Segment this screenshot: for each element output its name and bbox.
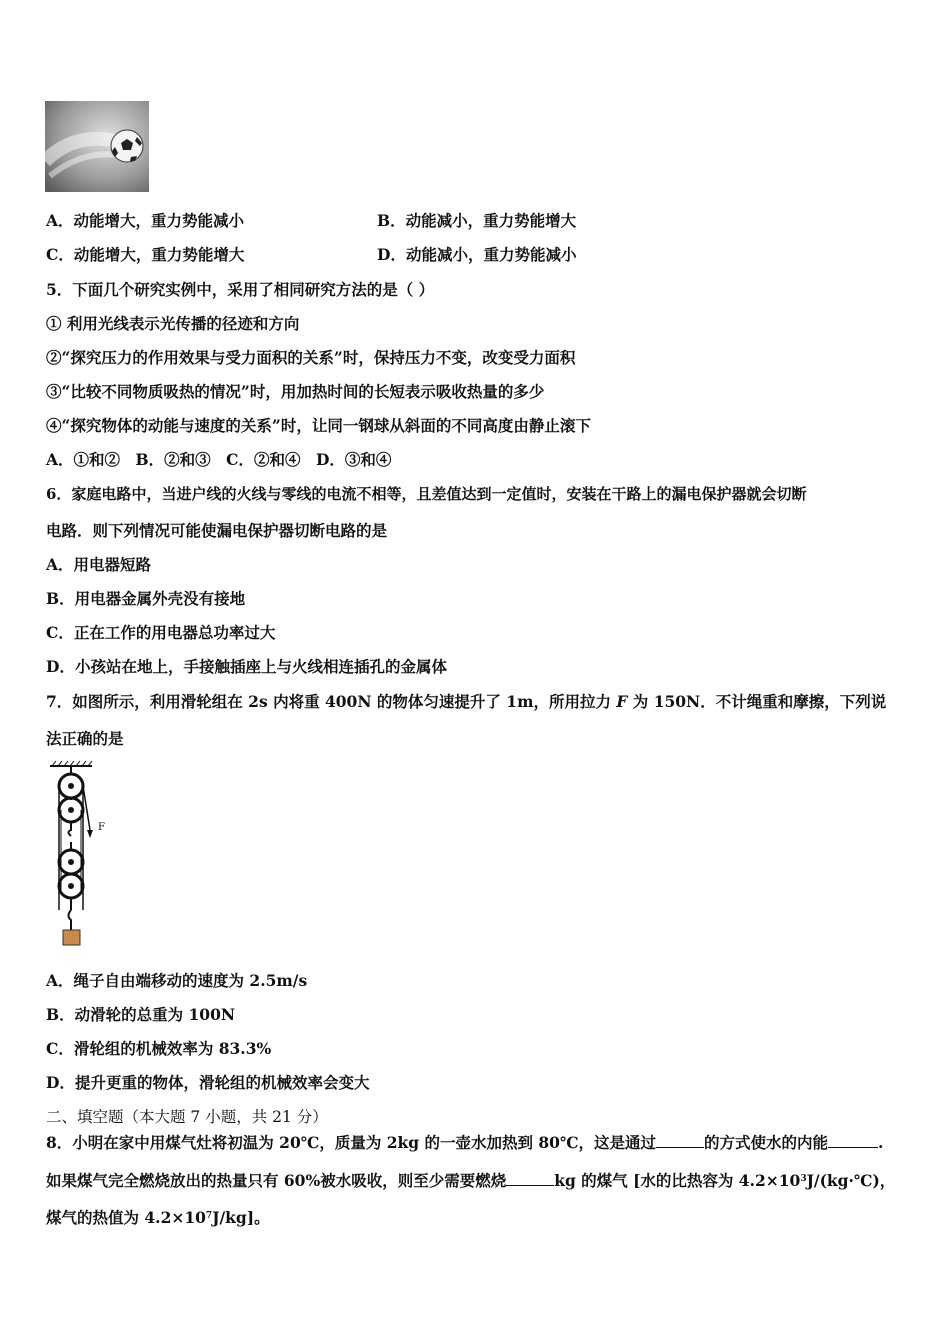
- q8-line1-c: .: [878, 1133, 884, 1152]
- q6-stem-line1: 6．家庭电路中，当进户线的火线与零线的电流不相等，且差值达到一定值时，安装在干路上的漏电保护器就会切断: [46, 485, 807, 503]
- q7-stem-part-a: 7．如图所示，利用滑轮组在 2s 内将重 400N 的物体匀速提升了 1m，所用拉力: [46, 692, 617, 711]
- q4-option-d: D．动能减小，重力势能减小: [377, 245, 577, 264]
- q4-option-c: C．动能增大，重力势能增大: [46, 245, 245, 264]
- q7-option-c: C．滑轮组的机械效率为 83.3%: [46, 1039, 272, 1058]
- q8-line1-b: 的方式使水的内能: [704, 1133, 829, 1152]
- pulley-system-figure: [46, 760, 116, 950]
- q6-option-d: D．小孩站在地上，手接触插座上与火线相连插孔的金属体: [46, 657, 447, 676]
- force-label: F: [98, 822, 105, 833]
- q8-line3: [46, 1208, 270, 1228]
- q8-line2-c: J/(kg·℃)，: [806, 1171, 896, 1190]
- q8-exponent-3: 3: [800, 1174, 807, 1184]
- q8-line1-a: 8．小明在家中用煤气灶将初温为 20℃，质量为 2kg 的一壶水加热到 80℃，这是通过: [46, 1133, 657, 1152]
- q5-options: A．①和② B．②和③ C．②和④ D．③和④: [46, 450, 392, 469]
- q7-stem-line2: 法正确的是: [46, 729, 124, 748]
- q7-stem-line1: [46, 692, 886, 712]
- q7-option-d: D．提升更重的物体，滑轮组的机械效率会变大: [46, 1073, 370, 1092]
- q5-item-2: ②“探究压力的作用效果与受力面积的关系”时，保持压力不变，改变受力面积: [46, 348, 576, 367]
- q5-item-4: ④“探究物体的动能与速度的关系”时，让同一钢球从斜面的不同高度由静止滚下: [46, 416, 591, 435]
- q6-option-c: C．正在工作的用电器总功率过大: [46, 623, 276, 642]
- q6-stem-line2: 电路．则下列情况可能使漏电保护器切断电路的是: [46, 521, 388, 540]
- q7-force-symbol: F: [616, 692, 628, 711]
- section-2-title: 二、填空题（本大题 7 小题，共 21 分）: [46, 1108, 328, 1126]
- q8-blank-3: [506, 1171, 554, 1186]
- q5-item-1: ① 利用光线表示光传播的径迹和方向: [46, 314, 300, 333]
- q4-option-b: B．动能减小，重力势能增大: [377, 211, 577, 230]
- q5-stem: 5．下面几个研究实例中，采用了相同研究方法的是（ ）: [46, 280, 435, 299]
- q8-line3-a: 煤气的热值为 4.2×10: [46, 1208, 206, 1227]
- q6-option-a: A．用电器短路: [46, 555, 152, 574]
- q7-option-b: B．动滑轮的总重为 100N: [46, 1005, 236, 1024]
- q8-line3-b: J/kg]。: [212, 1208, 270, 1227]
- q7-stem-part-b: 为 150N．不计绳重和摩擦，下列说: [627, 692, 887, 711]
- q6-option-b: B．用电器金属外壳没有接地: [46, 589, 246, 608]
- football-image: [45, 101, 149, 192]
- q8-exponent-7: 7: [205, 1211, 213, 1221]
- q4-option-a: A．动能增大，重力势能减小: [46, 211, 245, 230]
- q7-option-a: A．绳子自由端移动的速度为 2.5m/s: [46, 971, 308, 990]
- q8-line2-b: kg 的煤气 [水的比热容为 4.2×10: [554, 1171, 801, 1190]
- q8-line2: [46, 1171, 895, 1191]
- q8-blank-2: [828, 1133, 878, 1148]
- q8-line2-a: 如果煤气完全燃烧放出的热量只有 60%被水吸收，则至少需要燃烧: [46, 1171, 507, 1190]
- q8-blank-1: [656, 1133, 704, 1148]
- q8-line1: [46, 1133, 883, 1153]
- q5-item-3: ③“比较不同物质吸热的情况”时，用加热时间的长短表示吸收热量的多少: [46, 382, 545, 401]
